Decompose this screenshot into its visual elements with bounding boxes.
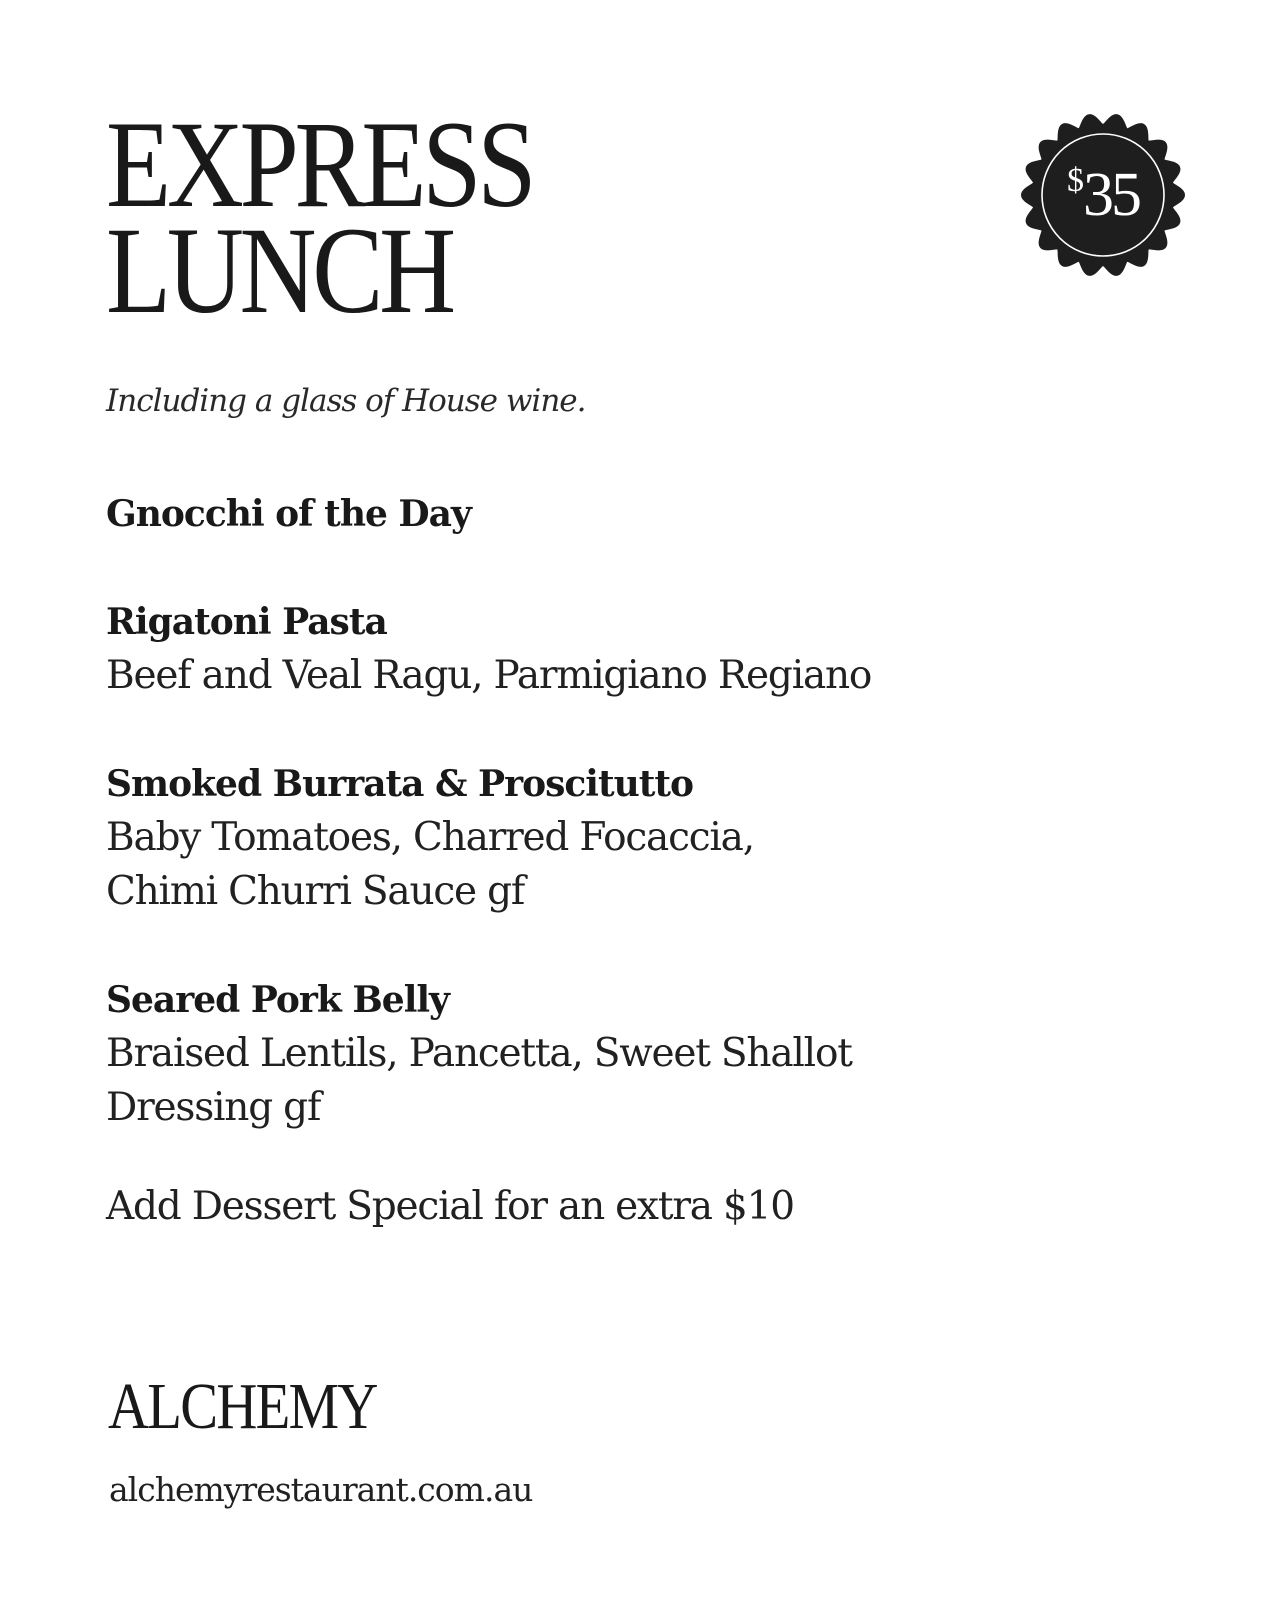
menu-item-name: Rigatoni Pasta xyxy=(106,601,387,643)
website-url: alchemyrestaurant.com.au xyxy=(109,1470,533,1509)
menu-item-name: Gnocchi of the Day xyxy=(106,493,471,535)
price-currency: $ xyxy=(1067,162,1081,199)
dessert-addon-note: Add Dessert Special for an extra $10 xyxy=(106,1184,794,1229)
menu-item-name: Seared Pork Belly xyxy=(106,979,449,1021)
menu-item-description: Beef and Veal Ragu, Parmigiano Regiano xyxy=(106,653,872,698)
price-value xyxy=(1020,112,1186,278)
menu-item xyxy=(106,973,1106,1135)
menu-item xyxy=(106,757,1106,919)
menu-item xyxy=(106,595,1106,703)
tagline: Including a glass of House wine. xyxy=(106,383,586,419)
price-amount: 35 xyxy=(1083,161,1139,229)
menu-list xyxy=(106,487,1106,1189)
title-line-2: LUNCH xyxy=(106,202,452,339)
page-title xyxy=(106,96,533,339)
menu-item-description: Baby Tomatoes, Charred Focaccia, Chimi Churri Sauce gf xyxy=(106,815,754,914)
menu-item-description: Braised Lentils, Pancetta, Sweet Shallot Dressing gf xyxy=(106,1031,852,1130)
title-line-1: EXPRESS xyxy=(106,96,533,233)
menu-item xyxy=(106,487,1106,541)
brand-logo: ALCHEMY xyxy=(108,1370,377,1443)
menu-page xyxy=(106,0,1206,1600)
menu-item-name: Smoked Burrata & Proscitutto xyxy=(106,763,694,805)
price-badge xyxy=(1020,112,1186,278)
